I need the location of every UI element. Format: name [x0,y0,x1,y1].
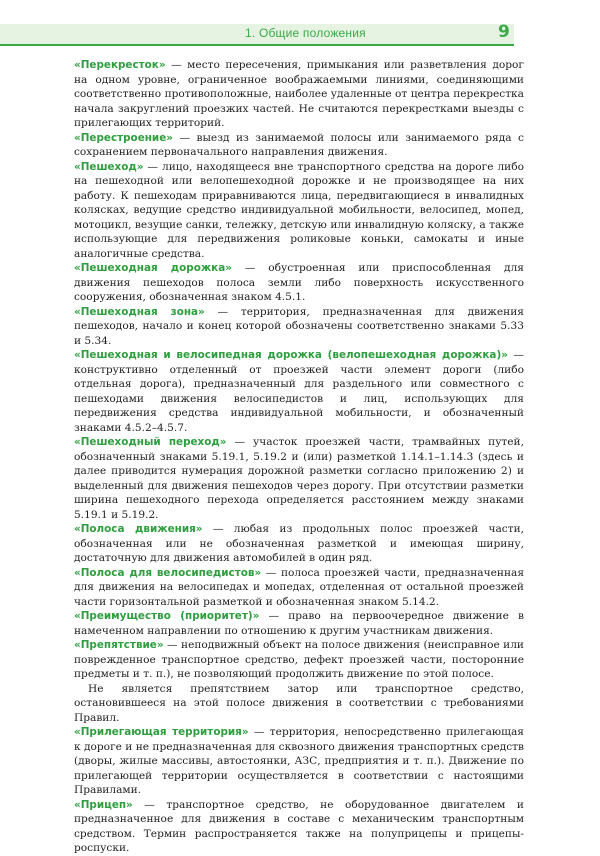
definition-entry [74,566,524,610]
definition-entry [74,435,524,522]
definition-text: — территория, непосредственно прилегающая к дороге и не предназначенная для сквозного движения транспортных средств (дворы, жилые массивы, автостоянки, АЗС, предприятия и т. п.). Движение по прилегающей территории осуществляется в соответствии с настоящими Правилами. [74,726,524,796]
definition-text: — любая из продольных полос проезжей части, обозначенная или не обозначенная разметкой и имеющая ширину, достаточную для движения автомобилей в один ряд. [74,523,525,564]
definitions-list [74,58,524,856]
definition-term: «Перекресток» [74,59,166,71]
definition-term: «Препятствие» [74,639,164,651]
definition-text: — участок проезжей части, трамвайных путей, обозначенный знаками 5.19.1, 5.19.2 и (или) разметкой 1.14.1–1.14.3 (здесь и далее приводится нумерация дорожной разметки согласно приложению 2) и выделенный для движения пешеходов через дорогу. При отсутствии разметки ширина пешеходного перехода определяется расстоянием между знаками 5.19.1 и 5.19.2. [74,436,524,521]
page-number: 9 [498,22,510,42]
section-title: 1. Общие положения [245,26,366,40]
definition-text: — конструктивно отделенный от проезжей части элемент дороги (либо отдельная дорога), предназначенный для раздельного или совместного с пешеходами движения велосипедистов и лиц, использующих для передвижения средства индивидуальной мобильности, и обозначенный знаками 4.5.2–4.5.7. [74,349,525,434]
definition-term: «Полоса движения» [74,523,203,535]
definition-entry [74,160,524,262]
definition-term: «Полоса для велосипедистов» [74,566,262,579]
definition-term: «Пешеходная и велосипедная дорожка (велопешеходная дорожка)» [74,349,508,361]
definition-entry [74,638,524,682]
definition-entry [74,305,524,349]
definition-text: — неподвижный объект на полосе движения (неисправное или поврежденное транспортное средство, дефект проезжей части, посторонние предметы и т. п.), не позволяющий продолжить движение по этой полосе. [74,639,524,680]
definition-text: — выезд из занимаемой полосы или занимаемого ряда с сохранением первоначального направления движения. [74,131,524,158]
definition-entry [74,348,524,435]
definition-text: — место пересечения, примыкания или разветвления дорог на одном уровне, ограниченное воображаемыми линиями, соединяющими соответственно противоположные, наиболее удаленные от центра перекрестка начала закруглений проезжих частей. Не считаются перекрестками выезды с прилегающих территорий. [74,59,524,129]
header-rule [0,44,514,46]
definition-entry [74,131,524,160]
definition-entry [74,261,524,305]
definition-text: — обустроенная или приспособленная для движения пешеходов полоса земли либо поверхность искусственного сооружения, обозначенная знаком 4.5.1. [74,262,524,303]
definition-term: «Пешеходная зона» [74,305,205,318]
definition-term: «Пешеходный переход» [74,436,227,448]
definition-entry [74,58,524,131]
definition-entry [74,798,524,856]
definition-entry [74,609,524,638]
definition-entry [74,522,524,566]
definition-term: «Прилегающая территория» [74,726,249,738]
page-header [0,20,600,46]
definition-text: — территория, предназначенная для движения пешеходов, начало и конец которой обозначены соответственно знаками 5.33 и 5.34. [74,305,524,347]
definition-entry [74,725,524,798]
definition-text: — лицо, находящееся вне транспортного средства на дороге либо на пешеходной или велопешеходной дорожке и не производящее на них работу. К пешеходам приравниваются лица, передвигающиеся в инвалидных колясках, ведущие средство индивидуальной мобильности, велосипед, мопед, мотоцикл, везущие санки, тележку, детскую или инвалидную коляску, а также использующие для передвижения роликовые коньки, самокаты и иные аналогичные средства. [74,160,524,260]
definition-term: «Пешеходная дорожка» [74,262,232,274]
definition-term: «Перестроение» [74,131,173,144]
definition-text: — право на первоочередное движение в намеченном направлении по отношению к другим участникам движения. [74,610,524,637]
definition-text: — полоса проезжей части, предназначенная для движения на велосипедах и мопедах, отделенная от остальной проезжей части горизонтальной разметкой и обозначенная знаком 5.14.2. [74,566,525,608]
definition-term: «Пешеход» [74,160,144,173]
definition-text: — транспортное средство, не оборудованное двигателем и предназначенное для движения в составе с механическим транспортным средством. Термин распространяется также на полуприцепы и прицепы-роспуски. [74,798,524,854]
definition-note [74,682,524,726]
definition-text: Не является препятствием затор или транспортное средство, остановившееся на этой полосе движения в соответствии с требованиями Правил. [74,682,524,724]
definition-term: «Преимущество (приоритет)» [74,610,260,622]
definition-term: «Прицеп» [74,798,133,811]
